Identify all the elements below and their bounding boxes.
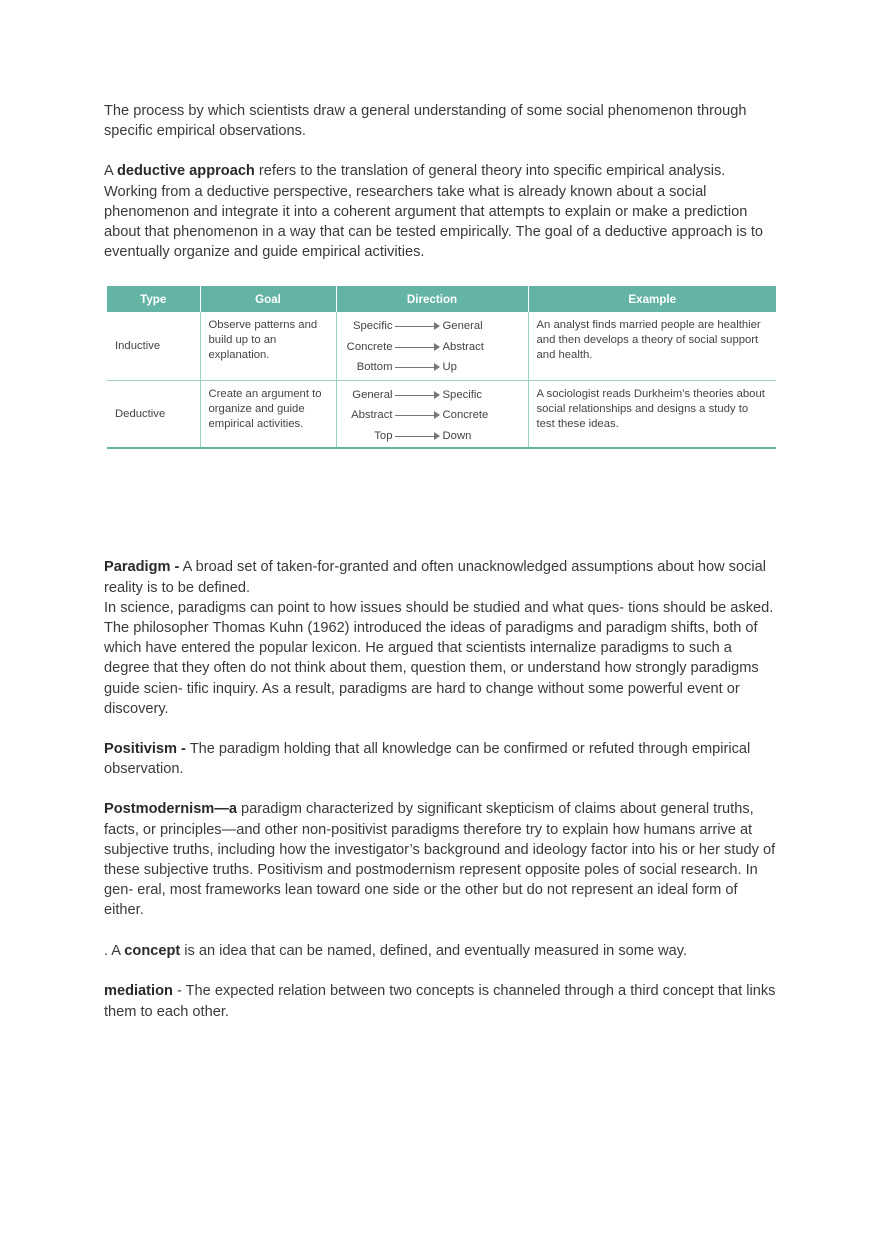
- direction-line: Bottom Up: [356, 361, 457, 374]
- row-direction: [336, 380, 528, 448]
- direction-line: General Specific: [352, 388, 483, 401]
- positivism-definition: Positivism - The paradigm holding that all knowledge can be confirmed or refuted through empirical observation.: [104, 741, 751, 778]
- positivism-term: Positivism -: [104, 741, 186, 758]
- row-type: Deductive: [107, 380, 200, 448]
- row-example: An analyst finds married people are healthier and then develops a theory of social support and health.: [528, 312, 776, 380]
- paradigm-term: Paradigm -: [104, 559, 180, 576]
- direction-line: Specific General: [352, 320, 483, 333]
- inductive-deductive-table: [107, 284, 776, 449]
- arrow-right-icon: [395, 367, 439, 368]
- inductive-deductive-table-wrap: [107, 284, 776, 449]
- postmodernism-definition: Postmodernism—a paradigm characterized by significant skepticism of claims about general truths, facts, or principles—and other non-positivist paradigms therefore try to explain how humans arrive at subjective truths, including how the investigator’s background and ideology factor into his or her study of these subjective truths. Positivism and postmodernism represent opposite poles of social research. In gen- eral, most frameworks lean toward one side or the other but do not represent an ideal form of either.: [104, 801, 776, 919]
- induction-definition: The process by which scientists draw a general understanding of some social phenomenon through specific empirical observations.: [104, 103, 747, 140]
- arrow-right-icon: [395, 326, 439, 327]
- document-page: [104, 101, 776, 1024]
- row-goal: Create an argument to organize and guide empirical activities.: [200, 380, 336, 448]
- postmodernism-term: Postmodernism—a: [104, 801, 237, 818]
- arrow-right-icon: [395, 415, 439, 416]
- paradigm-body: In science, paradigms can point to how issues should be studied and what ques- tions should be asked. The philosopher Thomas Kuhn (1962) introduced the ideas of paradigms and paradigm shifts, both of which have entered the popular lexicon. He argued that scientists internalize paradigms to such a degree that they often do not think about them, question them, or understand how strongly paradigms guide scien- tific inquiry. As a result, paradigms are hard to change without some powerful event or discovery.: [104, 599, 774, 717]
- mediation-definition: mediation - The expected relation between two concepts is channeled through a third concept that links them to each other.: [104, 982, 776, 1021]
- deductive-approach-paragraph: A deductive approach refers to the translation of general theory into specific empirical analysis. Working from a deductive perspective, researchers take what is already known about a social phenomenon and integrate it into a coherent argument that attempts to explain or make a prediction about that phenomenon in a way that can be tested empirically. The goal of a deductive approach is to eventually organize and guide empirical activities.: [104, 163, 764, 261]
- concept-term: concept: [124, 942, 181, 959]
- direction-line: Top Down: [374, 429, 472, 442]
- arrow-right-icon: [395, 436, 439, 437]
- table-header-row: [107, 285, 776, 312]
- header-goal: Goal: [200, 285, 336, 312]
- deductive-approach-term: deductive approach: [116, 163, 255, 180]
- mediation-term: mediation: [104, 982, 173, 999]
- header-example: Example: [528, 285, 776, 312]
- direction-line: Concrete Abstract: [346, 340, 484, 353]
- row-direction: [336, 312, 528, 380]
- header-type: Type: [107, 285, 200, 312]
- row-goal: Observe patterns and build up to an explanation.: [200, 312, 336, 380]
- paradigm-definition: Paradigm - A broad set of taken-for-granted and often unacknowledged assumptions about how social reality is to be defined.: [104, 559, 766, 596]
- table-row: [107, 312, 776, 380]
- arrow-right-icon: [395, 395, 439, 396]
- table-row: [107, 380, 776, 448]
- arrow-right-icon: [395, 347, 439, 348]
- row-type: Inductive: [115, 339, 161, 352]
- row-example: A sociologist reads Durkheim’s theories about social relationships and designs a study to test these ideas.: [528, 380, 776, 448]
- concept-definition: . A concept is an idea that can be named, defined, and eventually measured in some way.: [104, 942, 688, 959]
- direction-line: Abstract Concrete: [351, 409, 489, 422]
- header-direction: Direction: [336, 285, 528, 312]
